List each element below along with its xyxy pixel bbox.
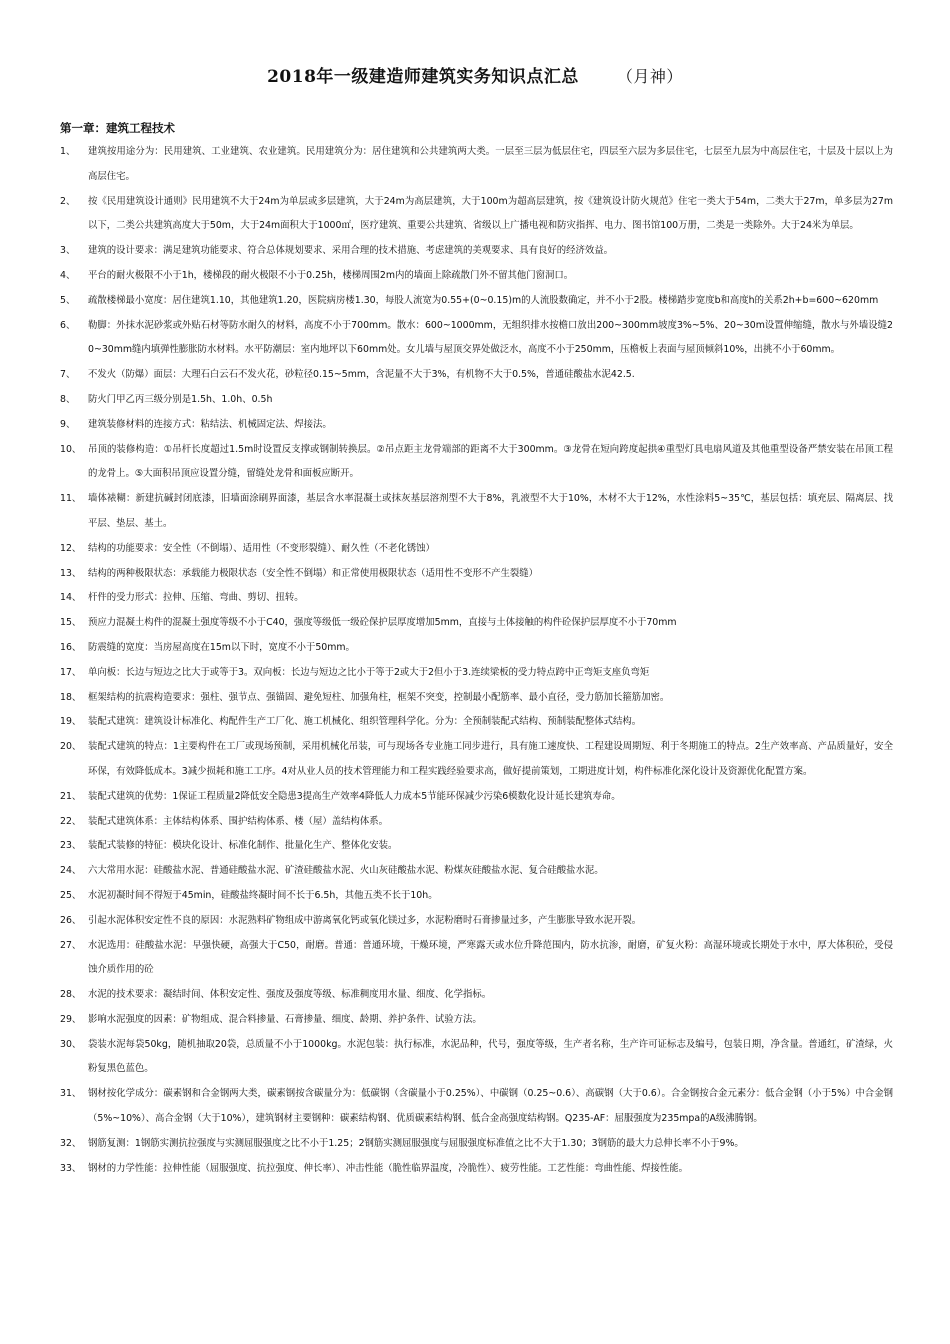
item-text: 钢材按化学成分：碳素钢和合金钢两大类，碳素钢按含碳量分为：低碳钢（含碳量小于0.25%）、中碳钢（0.25~0.6）、高碳钢（大于0.6）。合金钢按合金元素分：低合金钢（小于5%）中合金钢（5%~10%）、高合金钢（大于10%），建筑钢材主要钢种：碳素结构钢、优质碳素结构钢、低合金高强度结构钢。Q235-AF：屈服强度为235mpa的A级沸腾钢。 (88, 1088, 893, 1125)
list-item (60, 710, 893, 735)
list-item (60, 537, 893, 562)
item-text: 引起水泥体积安定性不良的原因：水泥熟料矿物组成中游离氧化钙或氧化镁过多，水泥粉磨时石膏掺量过多，产生膨胀导致水泥开裂。 (88, 914, 642, 926)
item-text: 吊顶的装修构造：①吊杆长度超过1.5m时设置反支撑或钢制转换层。②吊点距主龙骨端部的距离不大于300mm。③龙骨在短向跨度起拱④重型灯具电扇风道及其他重型设备严禁安装在吊顶工程的龙骨上。⑤大面积吊顶应设置分缝，留缝处龙骨和面板应断开。 (88, 443, 893, 480)
list-item (60, 1157, 893, 1182)
item-text: 墙体裱糊：新建抗碱封闭底漆，旧墙面涂刷界面漆，基层含水率混凝土或抹灰基层溶剂型不大于8%，乳液型不大于10%，木材不大于12%，水性涂料5~35℃，基层包括：填充层、隔离层、找平层、垫层、基土。 (88, 493, 893, 529)
list-item (60, 264, 893, 289)
item-number: 26、 (60, 914, 82, 926)
list-item (60, 487, 893, 537)
list-item (60, 586, 893, 611)
item-text: 钢筋复测：1钢筋实测抗拉强度与实测屈服强度之比不小于1.25；2钢筋实测屈服强度与屈服强度标准值之比不大于1.30；3钢筋的最大力总伸长率不小于9%。 (88, 1137, 744, 1149)
item-number: 32、 (60, 1137, 82, 1149)
author-label: （月神） (616, 67, 683, 86)
item-number: 12、 (60, 542, 82, 554)
item-text: 按《民用建筑设计通则》民用建筑不大于24m为单层或多层建筑，大于24m为高层建筑，大于100m为超高层建筑，按《建筑设计防火规范》住宅一类大于54m，二类大于27m，单多层为27m以下，二类公共建筑高度大于50m，大于24m面积大于1000㎡，医疗建筑、重要公共建筑、省级以上广播电视和防灾指挥、电力、图书馆100万册，二类是一类除外。大于24米为单层。 (88, 195, 893, 232)
item-number: 19、 (60, 716, 82, 728)
chapter-heading: 第一章：建筑工程技术 (60, 121, 175, 135)
item-number: 1、 (60, 146, 76, 157)
item-number: 27、 (60, 939, 82, 951)
list-item (60, 810, 893, 835)
list-item (60, 661, 893, 686)
item-text: 装配式建筑的特点：1主要构件在工厂或现场预制，采用机械化吊装，可与现场各专业施工同步进行，具有施工速度快、工程建设周期短、利于冬期施工的特点。2生产效率高、产品质量好，安全环保，有效降低成本。3减少损耗和施工工序。4对从业人员的技术管理能力和工程实践经验要求高，做好提前策划，工期进度计划，构件标准化深化设计及资源优化配置方案。 (88, 741, 893, 777)
item-number: 28、 (60, 989, 82, 1001)
list-item (60, 1033, 894, 1083)
list-item (60, 735, 893, 785)
item-text: 框架结构的抗震构造要求：强柱、强节点、强锚固、避免短柱、加强角柱，框架不突变，控制最小配筋率、最小直径，受力筋加长箍筋加密。 (88, 691, 670, 703)
list-item (60, 785, 893, 810)
item-text: 平台的耐火极限不小于1h，楼梯段的耐火极限不小于0.25h，楼梯周围2m内的墙面上除疏散门外不留其他门窗洞口。 (88, 269, 574, 281)
item-number: 5、 (60, 294, 76, 306)
item-text: 装配式建筑：建筑设计标准化、构配件生产工厂化、施工机械化、组织管理科学化。分为：全预制装配式结构、预制装配整体式结构。 (88, 716, 642, 728)
item-number: 4、 (60, 269, 76, 281)
item-number: 2、 (60, 195, 76, 207)
item-number: 14、 (60, 592, 82, 604)
item-text: 水泥初凝时间不得短于45min，硅酸盐终凝时间不长于6.5h，其他五类不长于10h。 (88, 889, 438, 901)
item-text: 结构的两种极限状态：承载能力极限状态（安全性不倒塌）和正常使用极限状态（适用性不变形不产生裂缝） (88, 567, 539, 579)
list-item (60, 190, 893, 240)
item-text: 六大常用水泥：硅酸盐水泥、普通硅酸盐水泥、矿渣硅酸盐水泥、火山灰硅酸盐水泥、粉煤灰硅酸盐水泥、复合硅酸盐水泥。 (88, 865, 604, 877)
title-text: 2018年一级建造师建筑实务知识点汇总 (267, 67, 579, 87)
item-number: 33、 (60, 1162, 82, 1174)
item-number: 30、 (60, 1038, 82, 1050)
item-number: 17、 (60, 666, 82, 678)
list-item (60, 388, 893, 413)
list-item (60, 983, 893, 1008)
item-number: 9、 (60, 418, 76, 430)
item-text: 单向板：长边与短边之比大于或等于3。双向板：长边与短边之比小于等于2或大于2但小于3.连续梁板的受力特点跨中正弯矩支座负弯矩 (88, 666, 650, 678)
item-text: 影响水泥强度的因素：矿物组成、混合料掺量、石膏掺量、细度、龄期、养护条件、试验方法。 (88, 1013, 482, 1025)
list-item (60, 363, 893, 388)
item-number: 8、 (60, 393, 76, 405)
item-number: 29、 (60, 1013, 82, 1025)
item-number: 10、 (60, 443, 82, 455)
item-text: 防火门甲乙丙三级分别是1.5h、1.0h、0.5h (88, 393, 273, 405)
list-item (60, 314, 893, 364)
list-item (60, 636, 893, 661)
list-item (60, 686, 893, 711)
item-text: 防震缝的宽度：当房屋高度在15m以下时，宽度不小于50mm。 (88, 641, 355, 653)
item-text: 建筑装修材料的连接方式：粘结法、机械固定法、焊接法。 (88, 418, 332, 430)
item-text: 结构的功能要求：安全性（不倒塌）、适用性（不变形裂缝）、耐久性（不老化锈蚀） (88, 542, 435, 554)
item-text: 钢材的力学性能：拉伸性能（屈服强度、抗拉强度、伸长率）、冲击性能（脆性临界温度，冷脆性）、疲劳性能。工艺性能：弯曲性能、焊接性能。 (88, 1162, 688, 1174)
list-item (60, 1132, 893, 1157)
list-item (60, 1008, 893, 1033)
item-text: 疏散楼梯最小宽度：居住建筑1.10，其他建筑1.20，医院病房楼1.30，每股人流宽为0.55+(0~0.15)m的人流股数确定，并不小于2股。楼梯踏步宽度b和高度h的关系2h+b=600~620mm (88, 294, 879, 306)
item-number: 18、 (60, 691, 82, 703)
item-number: 6、 (60, 319, 76, 331)
list-item (60, 413, 893, 438)
item-text: 水泥的技术要求：凝结时间、体积安定性、强度及强度等级、标准稠度用水量、细度、化学指标。 (88, 989, 492, 1001)
list-item (60, 909, 893, 934)
item-number: 25、 (60, 889, 82, 901)
list-item (60, 859, 893, 884)
item-text: 装配式建筑体系：主体结构体系、围护结构体系、楼（屋）盖结构体系。 (88, 815, 389, 827)
item-number: 22、 (60, 815, 82, 827)
item-number: 31、 (60, 1088, 82, 1100)
document-title (0, 62, 950, 87)
item-number: 16、 (60, 641, 82, 653)
list-item (60, 834, 893, 859)
item-number: 21、 (60, 790, 82, 802)
item-text: 袋装水泥每袋50kg，随机抽取20袋，总质量不小于1000kg。水泥包装：执行标准，水泥品种，代号，强度等级，生产者名称，生产许可证标志及编号，包装日期，净含量。普通红，矿渣绿，火粉复黑色蓝色。 (88, 1038, 894, 1075)
item-number: 15、 (60, 617, 82, 629)
item-text: 建筑的设计要求：满足建筑功能要求、符合总体规划要求、采用合理的技术措施、考虑建筑的美观要求、具有良好的经济效益。 (88, 245, 614, 257)
list-item (60, 289, 893, 314)
knowledge-point-list (0, 140, 950, 1181)
item-text: 预应力混凝土构件的混凝土强度等级不小于C40，强度等级低一级砼保护层厚度增加5mm，直接与土体接触的构件砼保护层厚度不小于70mm (88, 617, 677, 629)
list-item (60, 884, 893, 909)
item-number: 24、 (60, 865, 82, 877)
list-item (60, 611, 893, 636)
item-text: 不发火（防爆）面层：大理石白云石不发火花，砂粒径0.15~5mm，含泥量不大于3%，有机物不大于0.5%，普通硅酸盐水泥42.5. (88, 369, 635, 381)
list-item (60, 1082, 893, 1132)
item-text: 勒脚：外抹水泥砂浆或外贴石材等防水耐久的材料，高度不小于700mm。散水：600~1000mm，无组织排水按檐口放出200~300mm坡度3%~5%、20~30m设置伸缩缝，散水与外墙设缝20~30mm缝内填弹性膨胀防水材料。水平防潮层：室内地坪以下60mm处。女儿墙与屋顶交界处做泛水，高度不小于250mm，压檐板上表面与屋顶倾斜10%，出挑不小于60mm。 (88, 319, 893, 356)
item-text: 建筑按用途分为：民用建筑、工业建筑、农业建筑。民用建筑分为：居住建筑和公共建筑两大类。一层至三层为低层住宅，四层至六层为多层住宅，七层至九层为中高层住宅，十层及十层以上为高层住宅。 (88, 146, 893, 182)
item-number: 20、 (60, 741, 82, 753)
item-text: 装配式装修的特征：模块化设计、标准化制作、批量化生产、整体化安装。 (88, 840, 398, 852)
item-number: 3、 (60, 245, 76, 257)
item-number: 13、 (60, 567, 82, 579)
item-number: 11、 (60, 493, 82, 505)
list-item (60, 562, 893, 587)
list-item (60, 239, 893, 264)
item-number: 7、 (60, 369, 76, 381)
list-item (60, 934, 893, 984)
list-item (60, 438, 893, 488)
list-item (60, 140, 893, 190)
item-text: 水泥选用：硅酸盐水泥：早强快硬，高强大于C50，耐磨。普通：普通环境，干燥环境，严寒露天或水位升降范围内，防水抗渗，耐磨，矿复火粉：高湿环境或长期处于水中，厚大体积砼，受侵蚀介质作用的砼 (88, 939, 893, 976)
item-number: 23、 (60, 840, 82, 852)
item-text: 杆件的受力形式：拉伸、压缩、弯曲、剪切、扭转。 (88, 592, 304, 604)
item-text: 装配式建筑的优势：1保证工程质量2降低安全隐患3提高生产效率4降低人力成本5节能环保减少污染6模数化设计延长建筑寿命。 (88, 790, 621, 802)
